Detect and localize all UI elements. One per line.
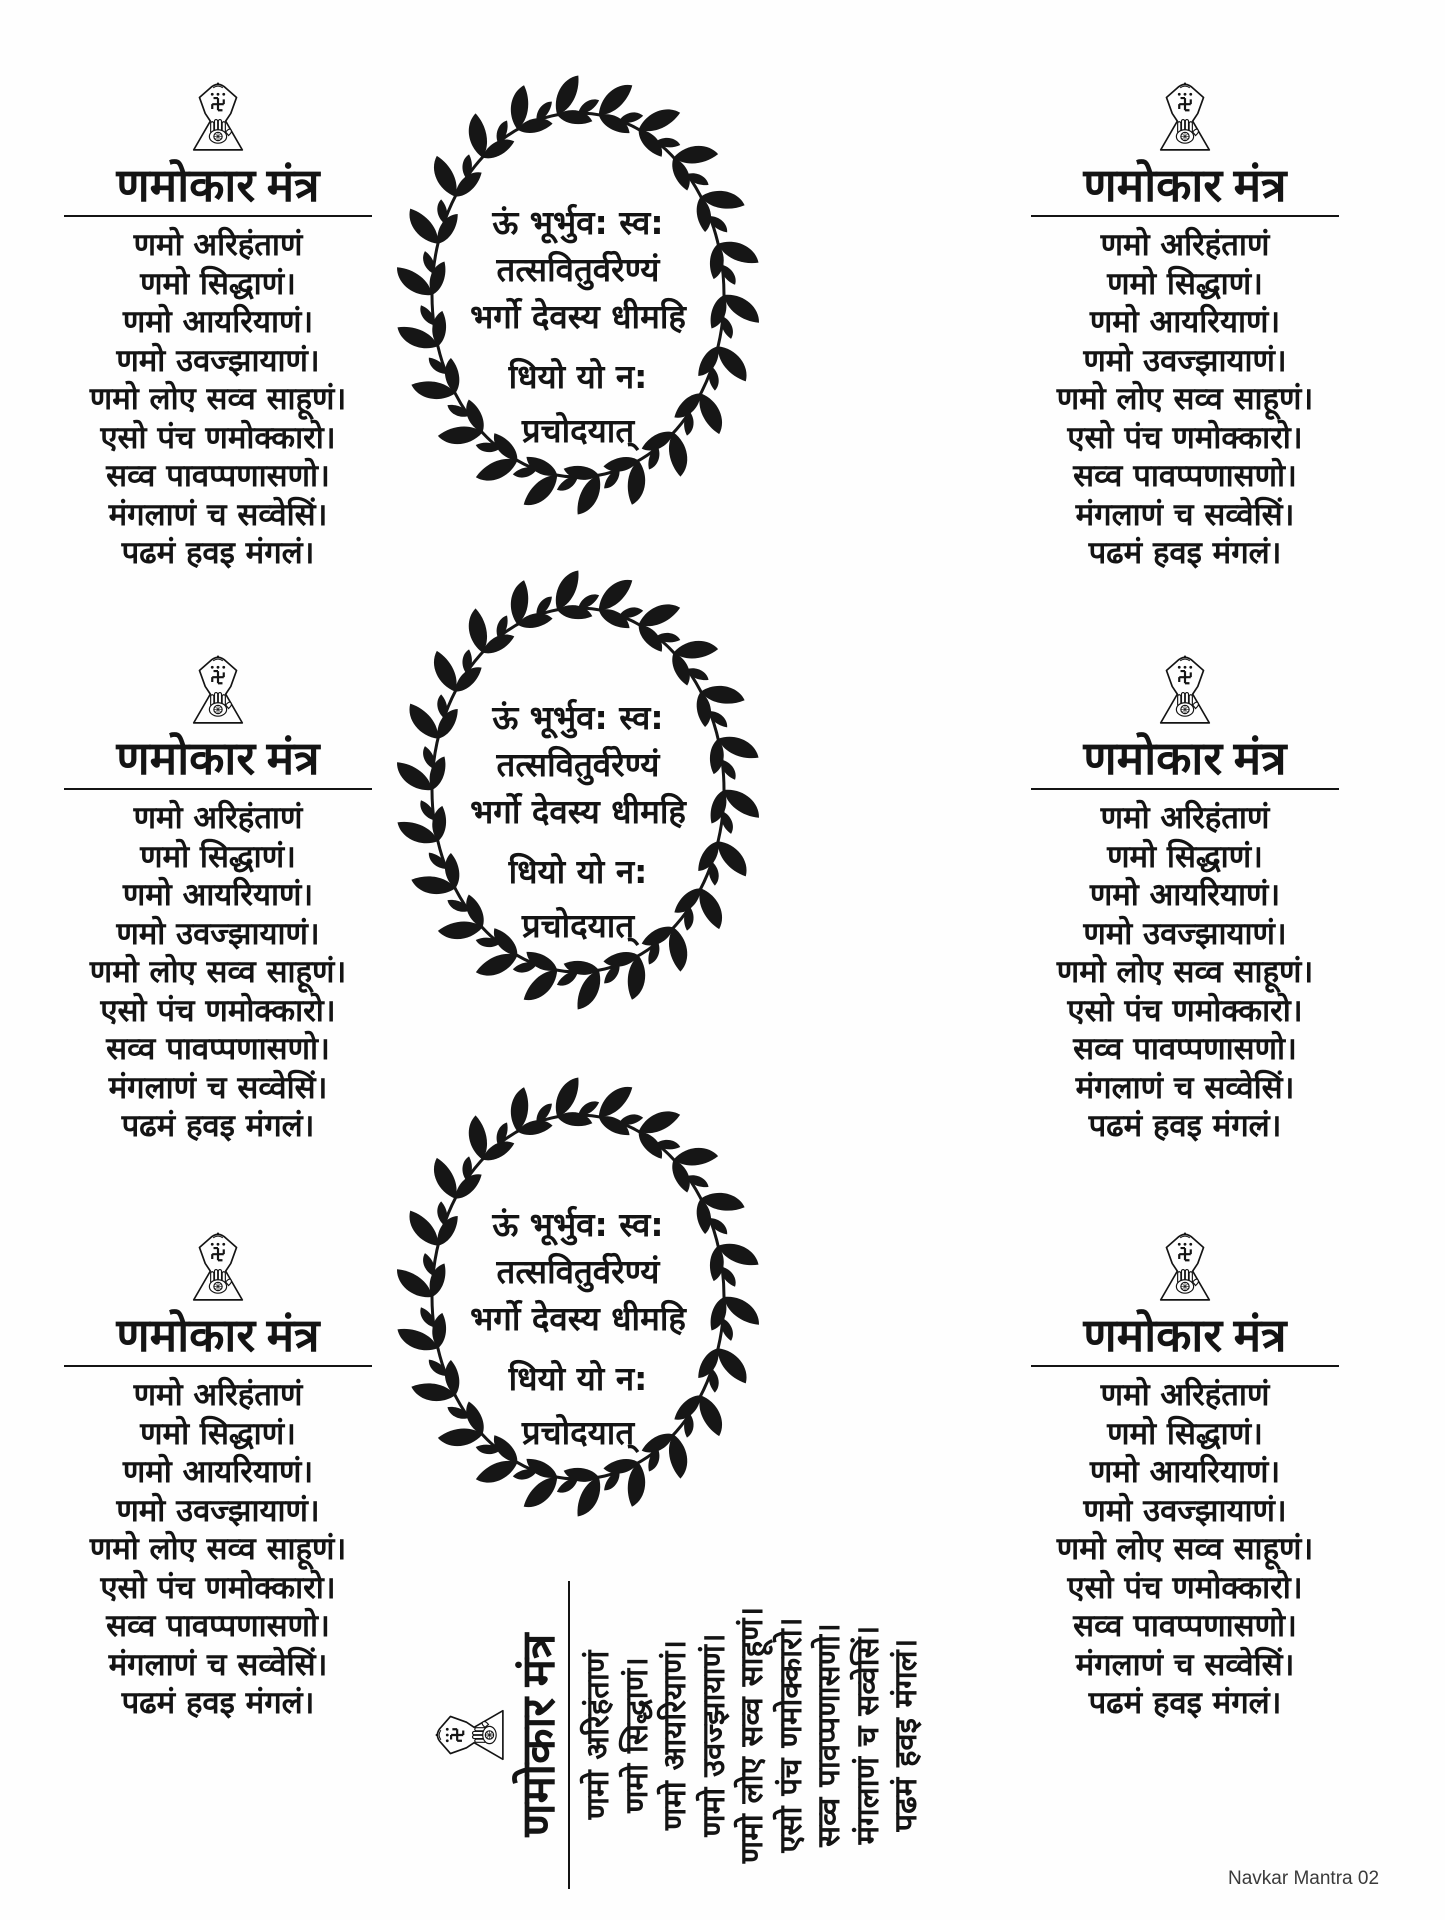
ahimsa-hand-icon: [473, 1722, 497, 1744]
mantra-line: णमो उवज्झायाणं।: [1083, 342, 1287, 379]
mantra-line: णमो आयरियाणं।: [1089, 1454, 1281, 1490]
mantra-line: सव्व पावप्पणासणो।: [106, 458, 330, 494]
mantra-line: मंगलाणं च सव्वेसिं।: [1075, 1646, 1295, 1683]
gayatri-line: तत्सवितुर्वरेण्यं: [496, 745, 660, 784]
ahimsa-hand-icon: [209, 693, 231, 717]
gayatri-line: धियो यो न:: [508, 1359, 648, 1398]
gayatri-line: भर्गो देवस्य धीमहि: [470, 1299, 686, 1338]
three-dots-icon: [211, 93, 225, 96]
mantra-line: सव्व पावप्पणासणो।: [106, 1608, 330, 1644]
jain-emblem-icon: [186, 1227, 250, 1305]
jain-emblem-icon: [186, 650, 250, 728]
mantra-line: णमो लोए सव्व साहूणं।: [734, 1606, 770, 1864]
gayatri-mantra: [389, 694, 767, 949]
mantra-line: मंगलाणं च सव्वेसिं।: [849, 1625, 886, 1845]
three-dots-icon: [1178, 666, 1192, 669]
mantra-line: णमो उवज्झायाणं।: [1083, 1492, 1287, 1529]
gayatri-line: धियो यो न:: [508, 357, 648, 396]
gayatri-line: धियो यो न:: [508, 852, 648, 891]
mantra-line: णमो आयरियाणं।: [122, 1454, 314, 1490]
mantra-line: मंगलाणं च सव्वेसिं।: [108, 1069, 328, 1106]
title-divider: [64, 1365, 372, 1367]
mantra-line: णमो लोए सव्व साहूणं।: [89, 954, 347, 990]
title-divider: [1031, 215, 1339, 217]
mantra-title: णमोकार मंत्र: [116, 1310, 320, 1361]
mantra-line: मंगलाणं च सव्वेसिं।: [108, 1646, 328, 1683]
mantra-line: णमो आयरियाणं।: [1089, 304, 1281, 340]
jain-emblem-icon: [186, 77, 250, 155]
three-dots-icon: [1178, 1243, 1192, 1246]
gayatri-line: प्रचोदयात्: [521, 1413, 635, 1452]
mantra-line: पढमं हवइ मंगलं।: [121, 1108, 315, 1144]
gayatri-line: ऊं भूर्भुव: स्व:: [492, 1205, 664, 1244]
mantra-title: णमोकार मंत्र: [116, 160, 320, 211]
mantra-line: मंगलाणं च सव्वेसिं।: [108, 496, 328, 533]
mantra-line: एसो पंच णमोक्कारो।: [1067, 419, 1303, 456]
mantra-line: णमो सिद्धाणं।: [1107, 1415, 1263, 1452]
title-divider: [1031, 1365, 1339, 1367]
mantra-line: णमो लोए सव्व साहूणं।: [89, 381, 347, 417]
namokar-block-rotated-inner: [430, 1565, 926, 1905]
mantra-line: णमो अरिहंताणं: [133, 800, 303, 836]
gayatri-mantra: [389, 199, 767, 454]
mantra-line: सव्व पावप्पणासणो।: [1073, 1608, 1297, 1644]
title-divider: [1031, 788, 1339, 790]
title-divider: [568, 1581, 570, 1889]
namokar-block-left-middle: [48, 650, 388, 1146]
mantra-line: एसो पंच णमोक्कारो।: [100, 419, 336, 456]
ahimsa-hand-icon: [1176, 120, 1198, 144]
mantra-body: [48, 1376, 388, 1723]
mantra-line: णमो उवज्झायाणं।: [695, 1633, 732, 1837]
mantra-line: णमो लोए सव्व साहूणं।: [1056, 381, 1314, 417]
mantra-body: [1015, 226, 1355, 573]
mantra-line: णमो सिद्धाणं।: [140, 1415, 296, 1452]
mantra-line: णमो सिद्धाणं।: [140, 265, 296, 302]
mantra-line: सव्व पावप्पणासणो।: [106, 1031, 330, 1067]
title-divider: [64, 788, 372, 790]
swastika-icon: [212, 98, 224, 110]
mantra-line: एसो पंच णमोक्कारो।: [1067, 1569, 1303, 1606]
mantra-line: णमो लोए सव्व साहूणं।: [1056, 954, 1314, 990]
swastika-icon: [451, 1729, 463, 1741]
gayatri-line: ऊं भूर्भुव: स्व:: [492, 203, 664, 242]
swastika-icon: [212, 1248, 224, 1260]
swastika-icon: [1179, 98, 1191, 110]
mantra-line: पढमं हवइ मंगलं।: [1088, 1108, 1282, 1144]
title-divider: [64, 215, 372, 217]
swastika-icon: [1179, 1248, 1191, 1260]
mantra-line: णमो सिद्धाणं।: [1107, 265, 1263, 302]
sheet-footer-tag: Navkar Mantra 02: [1228, 1868, 1380, 1889]
gayatri-line: भर्गो देवस्य धीमहि: [470, 297, 686, 336]
ahimsa-hand-icon: [1176, 693, 1198, 717]
mantra-title: णमोकार मंत्र: [1083, 160, 1287, 211]
mantra-line: पढमं हवइ मंगलं।: [121, 1685, 315, 1721]
mantra-line: पढमं हवइ मंगलं।: [1088, 535, 1282, 571]
mantra-line: णमो सिद्धाणं।: [140, 838, 296, 875]
mantra-line: मंगलाणं च सव्वेसिं।: [1075, 1069, 1295, 1106]
jain-emblem-icon: [1153, 650, 1217, 728]
mantra-line: मंगलाणं च सव्वेसिं।: [1075, 496, 1295, 533]
mantra-body: [48, 226, 388, 573]
three-dots-icon: [446, 1728, 449, 1742]
mantra-line: णमो अरिहंताणं: [133, 1377, 303, 1413]
mantra-line: णमो लोए सव्व साहूणं।: [1056, 1531, 1314, 1567]
mantra-line: णमो अरिहंताणं: [1100, 1377, 1270, 1413]
mantra-title: णमोकार मंत्र: [513, 1633, 564, 1837]
three-dots-icon: [211, 1243, 225, 1246]
mantra-line: णमो लोए सव्व साहूणं।: [89, 1531, 347, 1567]
mantra-line: सव्व पावप्पणासणो।: [1073, 1031, 1297, 1067]
mantra-body: [48, 799, 388, 1146]
three-dots-icon: [1178, 93, 1192, 96]
mantra-line: णमो अरिहंताणं: [580, 1650, 616, 1820]
mantra-line: एसो पंच णमोक्कारो।: [100, 1569, 336, 1606]
namokar-block-left-top: [48, 77, 388, 573]
mantra-line: णमो अरिहंताणं: [1100, 227, 1270, 263]
namokar-block-rotated: [430, 1565, 924, 1905]
mantra-line: णमो अरिहंताणं: [133, 227, 303, 263]
mantra-line: एसो पंच णमोक्कारो।: [100, 992, 336, 1029]
mantra-title: णमोकार मंत्र: [116, 733, 320, 784]
mantra-line: णमो अरिहंताणं: [1100, 800, 1270, 836]
mantra-body: [1015, 799, 1355, 1146]
mantra-line: पढमं हवइ मंगलं।: [121, 535, 315, 571]
mantra-line: सव्व पावप्पणासणो।: [1073, 458, 1297, 494]
mantra-line: पढमं हवइ मंगलं।: [888, 1638, 924, 1832]
ahimsa-hand-icon: [209, 1270, 231, 1294]
namokar-block-right-middle: [1015, 650, 1355, 1146]
mantra-body: [1015, 1376, 1355, 1723]
mantra-body: [579, 1565, 926, 1905]
ahimsa-hand-icon: [1176, 1270, 1198, 1294]
mantra-line: णमो उवज्झायाणं।: [116, 915, 320, 952]
mantra-line: णमो सिद्धाणं।: [1107, 838, 1263, 875]
mantra-line: एसो पंच णमोक्कारो।: [1067, 992, 1303, 1029]
mantra-line: एसो पंच णमोक्कारो।: [772, 1617, 809, 1853]
namokar-block-left-bottom: [48, 1227, 388, 1723]
mantra-title: णमोकार मंत्र: [1083, 733, 1287, 784]
gayatri-line: प्रचोदयात्: [521, 411, 635, 450]
swastika-icon: [1179, 671, 1191, 683]
gayatri-line: तत्सवितुर्वरेण्यं: [496, 1252, 660, 1291]
gayatri-line: प्रचोदयात्: [521, 906, 635, 945]
jain-emblem-icon: [1153, 77, 1217, 155]
mantra-line: णमो उवज्झायाणं।: [1083, 915, 1287, 952]
mantra-line: णमो उवज्झायाणं।: [116, 342, 320, 379]
mantra-line: णमो आयरियाणं।: [122, 877, 314, 913]
gayatri-wreath-top: [389, 73, 767, 517]
mantra-line: णमो आयरियाणं।: [1089, 877, 1281, 913]
ahimsa-hand-icon: [209, 120, 231, 144]
gayatri-line: ऊं भूर्भुव: स्व:: [492, 698, 664, 737]
jain-emblem-icon: [430, 1703, 508, 1767]
mantra-line: णमो उवज्झायाणं।: [116, 1492, 320, 1529]
three-dots-icon: [211, 666, 225, 669]
mantra-line: णमो आयरियाणं।: [122, 304, 314, 340]
swastika-icon: [212, 671, 224, 683]
gayatri-line: तत्सवितुर्वरेण्यं: [496, 250, 660, 289]
gayatri-wreath-middle: [389, 568, 767, 1012]
mantra-title: णमोकार मंत्र: [1083, 1310, 1287, 1361]
gayatri-wreath-bottom: [389, 1075, 767, 1519]
gayatri-line: भर्गो देवस्य धीमहि: [470, 792, 686, 831]
namokar-block-right-bottom: [1015, 1227, 1355, 1723]
gayatri-mantra: [389, 1201, 767, 1456]
mantra-line: णमो आयरियाणं।: [657, 1639, 693, 1831]
namokar-block-right-top: [1015, 77, 1355, 573]
mantra-line: पढमं हवइ मंगलं।: [1088, 1685, 1282, 1721]
mantra-line: णमो सिद्धाणं।: [618, 1657, 655, 1813]
jain-emblem-icon: [1153, 1227, 1217, 1305]
mantra-line: सव्व पावप्पणासणो।: [811, 1623, 847, 1847]
